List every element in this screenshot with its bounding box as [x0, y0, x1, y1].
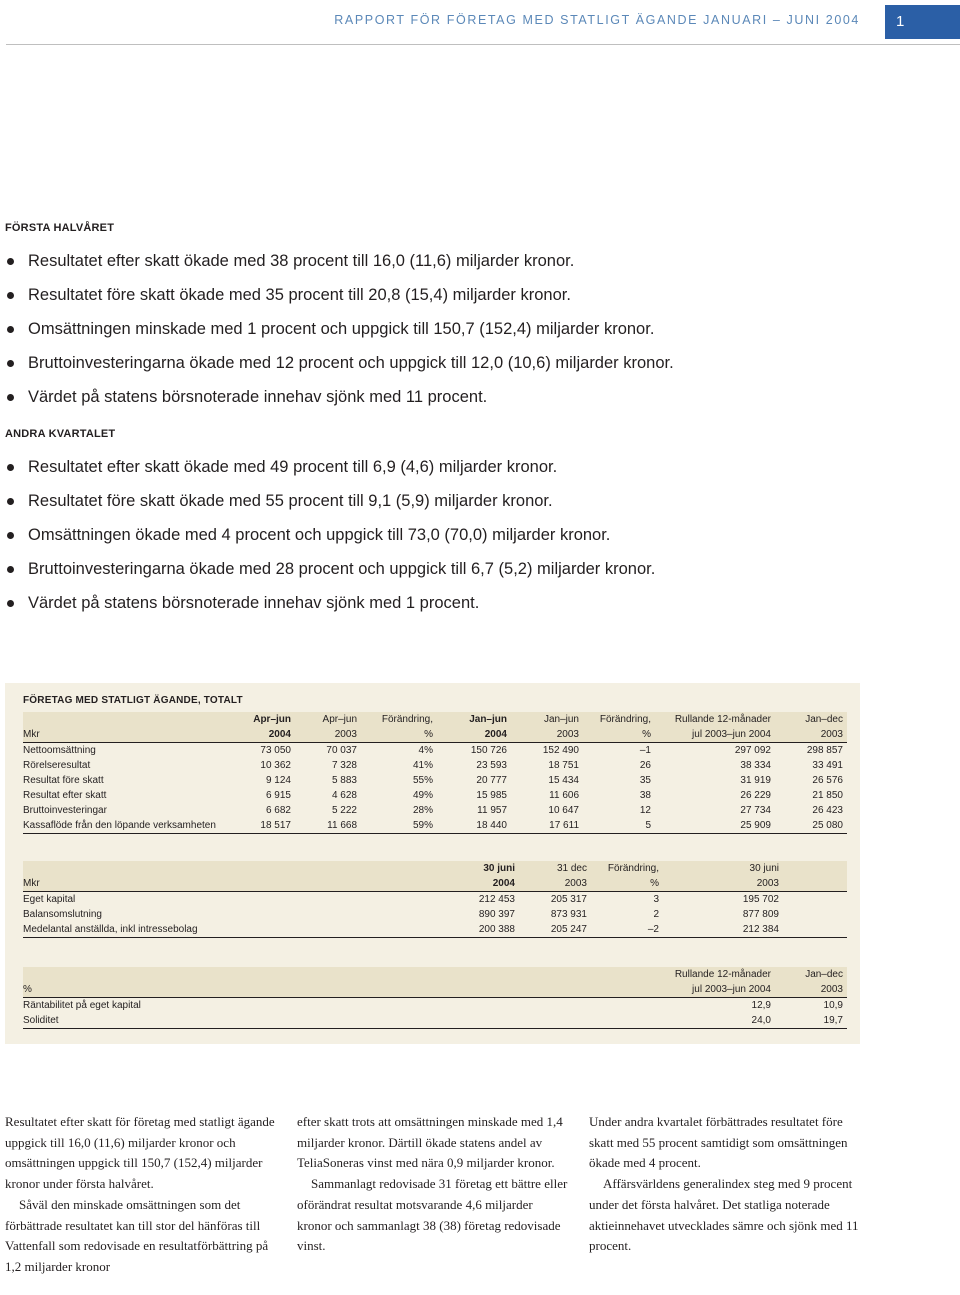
header-cell: Förändring, — [361, 712, 437, 727]
table-cell: Balansomslutning — [23, 909, 102, 920]
header-cell: 2003 — [775, 982, 847, 998]
header-cell: Apr–jun — [295, 712, 361, 727]
table-cell: 24,0 — [655, 1013, 775, 1029]
body-column-2 — [297, 1112, 569, 1257]
header-cell: % — [23, 982, 655, 998]
table-cell: 15 434 — [548, 775, 579, 786]
table-cell: 877 809 — [742, 909, 779, 920]
body-column-3 — [589, 1112, 861, 1257]
paragraph: Sammanlagt redovisade 31 företag ett bättre eller oförändrat resultat motsvarande 4,6 miljarder kronor och sammanlagt 38 (38) företag redovisade vinst. — [297, 1176, 568, 1254]
header-cell — [23, 712, 233, 727]
table-cell: Medelantal anställda, inkl intressebolag — [23, 922, 445, 938]
header-cell: 2003 — [663, 876, 783, 892]
page-header — [0, 0, 960, 48]
table-cell — [783, 922, 847, 938]
header-cell: 2003 — [519, 876, 591, 892]
table-cell: 26 229 — [740, 790, 771, 801]
table-cell — [783, 907, 847, 922]
table-cell: 2 — [653, 909, 659, 920]
table-cell: 38 334 — [740, 760, 771, 771]
table-row — [23, 773, 847, 788]
header-cell: jul 2003–jun 2004 — [655, 982, 775, 998]
bullet-item: Omsättningen ökade med 4 procent och uppgick till 73,0 (70,0) miljarder kronor. — [0, 524, 655, 558]
table-cell: 5 883 — [331, 775, 357, 786]
header-cell: 31 dec — [519, 861, 591, 876]
header-cell — [783, 876, 847, 892]
header-cell: % — [361, 727, 437, 743]
table-cell: 890 397 — [478, 909, 515, 920]
table-header-row — [23, 727, 847, 743]
table-cell: Bruttoinvesteringar — [23, 805, 107, 816]
table-cell: 18 440 — [437, 818, 511, 834]
table-cell: 5 222 — [331, 805, 357, 816]
bullet-item: Resultatet efter skatt ökade med 38 procent till 16,0 (11,6) miljarder kronor. — [0, 250, 674, 284]
header-cell: Rullande 12-månader — [655, 967, 775, 982]
header-cell: 30 juni — [445, 861, 519, 876]
table-row — [23, 1013, 847, 1029]
table-cell: Rörelseresultat — [23, 760, 91, 771]
table-cell: 150 726 — [470, 745, 507, 756]
bullet-item: Omsättningen minskade med 1 procent och uppgick till 150,7 (152,4) miljarder kronor. — [0, 318, 674, 352]
page-number: 1 — [885, 5, 960, 39]
header-cell: Rullande 12-månader — [655, 712, 775, 727]
table-cell: 205 247 — [519, 922, 591, 938]
table-cell: Nettoomsättning — [23, 745, 96, 756]
second-quarter-heading: ANDRA KVARTALET — [5, 428, 116, 440]
table-cell: 41% — [412, 760, 433, 771]
table-cell: 19,7 — [775, 1013, 847, 1029]
table-cell: 23 593 — [476, 760, 507, 771]
table-cell: 15 985 — [476, 790, 507, 801]
header-cell: Förändring, — [591, 861, 663, 876]
header-cell: Jan–dec — [775, 712, 847, 727]
table-cell: 31 919 — [740, 775, 771, 786]
bullet-item: Resultatet före skatt ökade med 55 procent till 9,1 (5,9) miljarder kronor. — [0, 490, 655, 524]
table-row — [23, 758, 847, 773]
table-cell: 10,9 — [823, 1000, 843, 1011]
body-column-1 — [5, 1112, 277, 1278]
paragraph: Affärsvärldens generalindex steg med 9 procent under det första halvåret. Det statliga noterade aktieinnehavet utvecklades sämre och sjönk med 11 procent. — [589, 1176, 859, 1254]
table-cell: Resultat efter skatt — [23, 790, 107, 801]
table-cell: 26 423 — [812, 805, 843, 816]
table-cell: 10 647 — [548, 805, 579, 816]
table-cell: 4% — [418, 745, 433, 756]
first-half-bullets — [0, 250, 674, 420]
table-cell: 28% — [412, 805, 433, 816]
header-cell: 2004 — [445, 876, 519, 892]
table-cell: 212 453 — [478, 894, 515, 905]
table-header-row — [23, 712, 847, 727]
header-cell: % — [583, 727, 655, 743]
table-row — [23, 922, 847, 938]
table-cell: 9 124 — [265, 775, 291, 786]
table-cell: 17 611 — [511, 818, 583, 834]
table-cell: 298 857 — [806, 745, 843, 756]
table-cell: 21 850 — [812, 790, 843, 801]
table-cell: Resultat före skatt — [23, 775, 104, 786]
table-cell: 5 — [583, 818, 655, 834]
table-cell: Kassaflöde från den löpande verksamheten — [23, 818, 233, 834]
table-cell: 11 606 — [549, 790, 579, 801]
bullet-item: Resultatet efter skatt ökade med 49 procent till 6,9 (4,6) miljarder kronor. — [0, 456, 655, 490]
bullet-item: Värdet på statens börsnoterade innehav sjönk med 1 procent. — [0, 592, 655, 626]
second-quarter-bullets — [0, 456, 655, 626]
header-cell: Mkr — [23, 876, 445, 892]
table-cell: 73 050 — [260, 745, 291, 756]
ratio-table — [23, 967, 847, 1029]
header-cell: 30 juni — [663, 861, 783, 876]
header-cell: Apr–jun — [233, 712, 295, 727]
table-header-row — [23, 876, 847, 892]
report-title: RAPPORT FÖR FÖRETAG MED STATLIGT ÄGANDE JANUARI – JUNI 2004 — [334, 13, 860, 27]
header-cell: 2004 — [233, 727, 295, 743]
table-cell: 18 517 — [233, 818, 295, 834]
table-row — [23, 892, 847, 908]
table-cell: 205 317 — [550, 894, 587, 905]
paragraph: efter skatt trots att omsättningen minskade med 1,4 miljarder kronor. Därtill ökade statens andel av TeliaSoneras vinst med nära 0,9 miljarder kronor. — [297, 1114, 563, 1171]
table-cell: 10 362 — [260, 760, 291, 771]
table-cell: –2 — [591, 922, 663, 938]
table-cell: 20 777 — [476, 775, 507, 786]
header-cell: 2004 — [437, 727, 511, 743]
table-cell: 6 682 — [265, 805, 291, 816]
bullet-item: Resultatet före skatt ökade med 35 procent till 20,8 (15,4) miljarder kronor. — [0, 284, 674, 318]
table-header-row — [23, 982, 847, 998]
table-cell: –1 — [639, 745, 651, 756]
header-cell — [23, 967, 655, 982]
table-cell: Eget kapital — [23, 894, 76, 905]
table-cell — [783, 892, 847, 908]
table-cell: 26 — [639, 760, 651, 771]
bullet-item: Bruttoinvesteringarna ökade med 28 procent och uppgick till 6,7 (5,2) miljarder kronor. — [0, 558, 655, 592]
header-cell: Förändring, — [583, 712, 655, 727]
table-row — [23, 788, 847, 803]
table-panel-title: FÖRETAG MED STATLIGT ÄGANDE, TOTALT — [23, 695, 243, 706]
table-cell: 873 931 — [550, 909, 587, 920]
header-cell: Jan–dec — [775, 967, 847, 982]
table-header-row — [23, 967, 847, 982]
header-cell: 2003 — [775, 727, 847, 743]
first-half-heading: FÖRSTA HALVÅRET — [5, 222, 115, 234]
header-divider — [6, 44, 960, 45]
table-row — [23, 743, 847, 759]
header-cell: % — [591, 876, 663, 892]
table-cell: 12,9 — [751, 1000, 771, 1011]
header-cell — [783, 861, 847, 876]
table-header-row — [23, 861, 847, 876]
table-cell: 35 — [639, 775, 651, 786]
table-row — [23, 907, 847, 922]
table-cell: 25 909 — [655, 818, 775, 834]
table-cell: 38 — [639, 790, 651, 801]
table-cell: 55% — [412, 775, 433, 786]
bullet-item: Bruttoinvesteringarna ökade med 12 procent och uppgick till 12,0 (10,6) miljarder kronor. — [0, 352, 674, 386]
table-cell: 152 490 — [542, 745, 579, 756]
table-cell: 70 037 — [326, 745, 357, 756]
header-cell: 2003 — [511, 727, 583, 743]
table-cell: 4 628 — [331, 790, 357, 801]
header-cell: 2003 — [295, 727, 361, 743]
paragraph: Under andra kvartalet förbättrades resultatet före skatt med 55 procent samtidigt som omsättningen ökade med 4 procent. — [589, 1114, 848, 1171]
header-cell: jul 2003–jun 2004 — [655, 727, 775, 743]
header-cell: Mkr — [23, 727, 233, 743]
table-cell: 12 — [639, 805, 651, 816]
table-cell: 33 491 — [812, 760, 843, 771]
table-row — [23, 818, 847, 834]
table-cell: 3 — [653, 894, 659, 905]
header-cell — [23, 861, 445, 876]
header-cell: Jan–jun — [437, 712, 511, 727]
table-cell: 11 668 — [295, 818, 361, 834]
bullet-item: Värdet på statens börsnoterade innehav sjönk med 11 procent. — [0, 386, 674, 420]
table-cell: 26 576 — [812, 775, 843, 786]
table-cell: 59% — [361, 818, 437, 834]
table-cell: Soliditet — [23, 1013, 655, 1029]
table-row — [23, 803, 847, 818]
table-cell: 18 751 — [548, 760, 579, 771]
table-row — [23, 998, 847, 1014]
paragraph: Såväl den minskade omsättningen som det förbättrade resultatet kan till stor del hänföras till Vattenfall som redovisade en resultatförbättring på 1,2 miljarder kronor — [5, 1196, 269, 1274]
table-cell: 212 384 — [663, 922, 783, 938]
header-cell: Jan–jun — [511, 712, 583, 727]
income-table — [23, 712, 847, 834]
table-cell: 25 080 — [775, 818, 847, 834]
table-cell: 7 328 — [331, 760, 357, 771]
table-cell: 11 957 — [477, 805, 507, 816]
table-cell: 27 734 — [740, 805, 771, 816]
table-cell: 49% — [412, 790, 433, 801]
balance-table — [23, 861, 847, 938]
paragraph: Resultatet efter skatt för företag med statligt ägande uppgick till 16,0 (11,6) miljarder kronor och omsättningen uppgick till 150,7 (152,4) miljarder kronor under första halvåret. — [5, 1114, 275, 1192]
financial-tables-panel — [5, 683, 860, 1044]
table-cell: 200 388 — [445, 922, 519, 938]
table-cell: Räntabilitet på eget kapital — [23, 1000, 141, 1011]
table-cell: 6 915 — [265, 790, 291, 801]
table-cell: 297 092 — [734, 745, 771, 756]
table-cell: 195 702 — [742, 894, 779, 905]
